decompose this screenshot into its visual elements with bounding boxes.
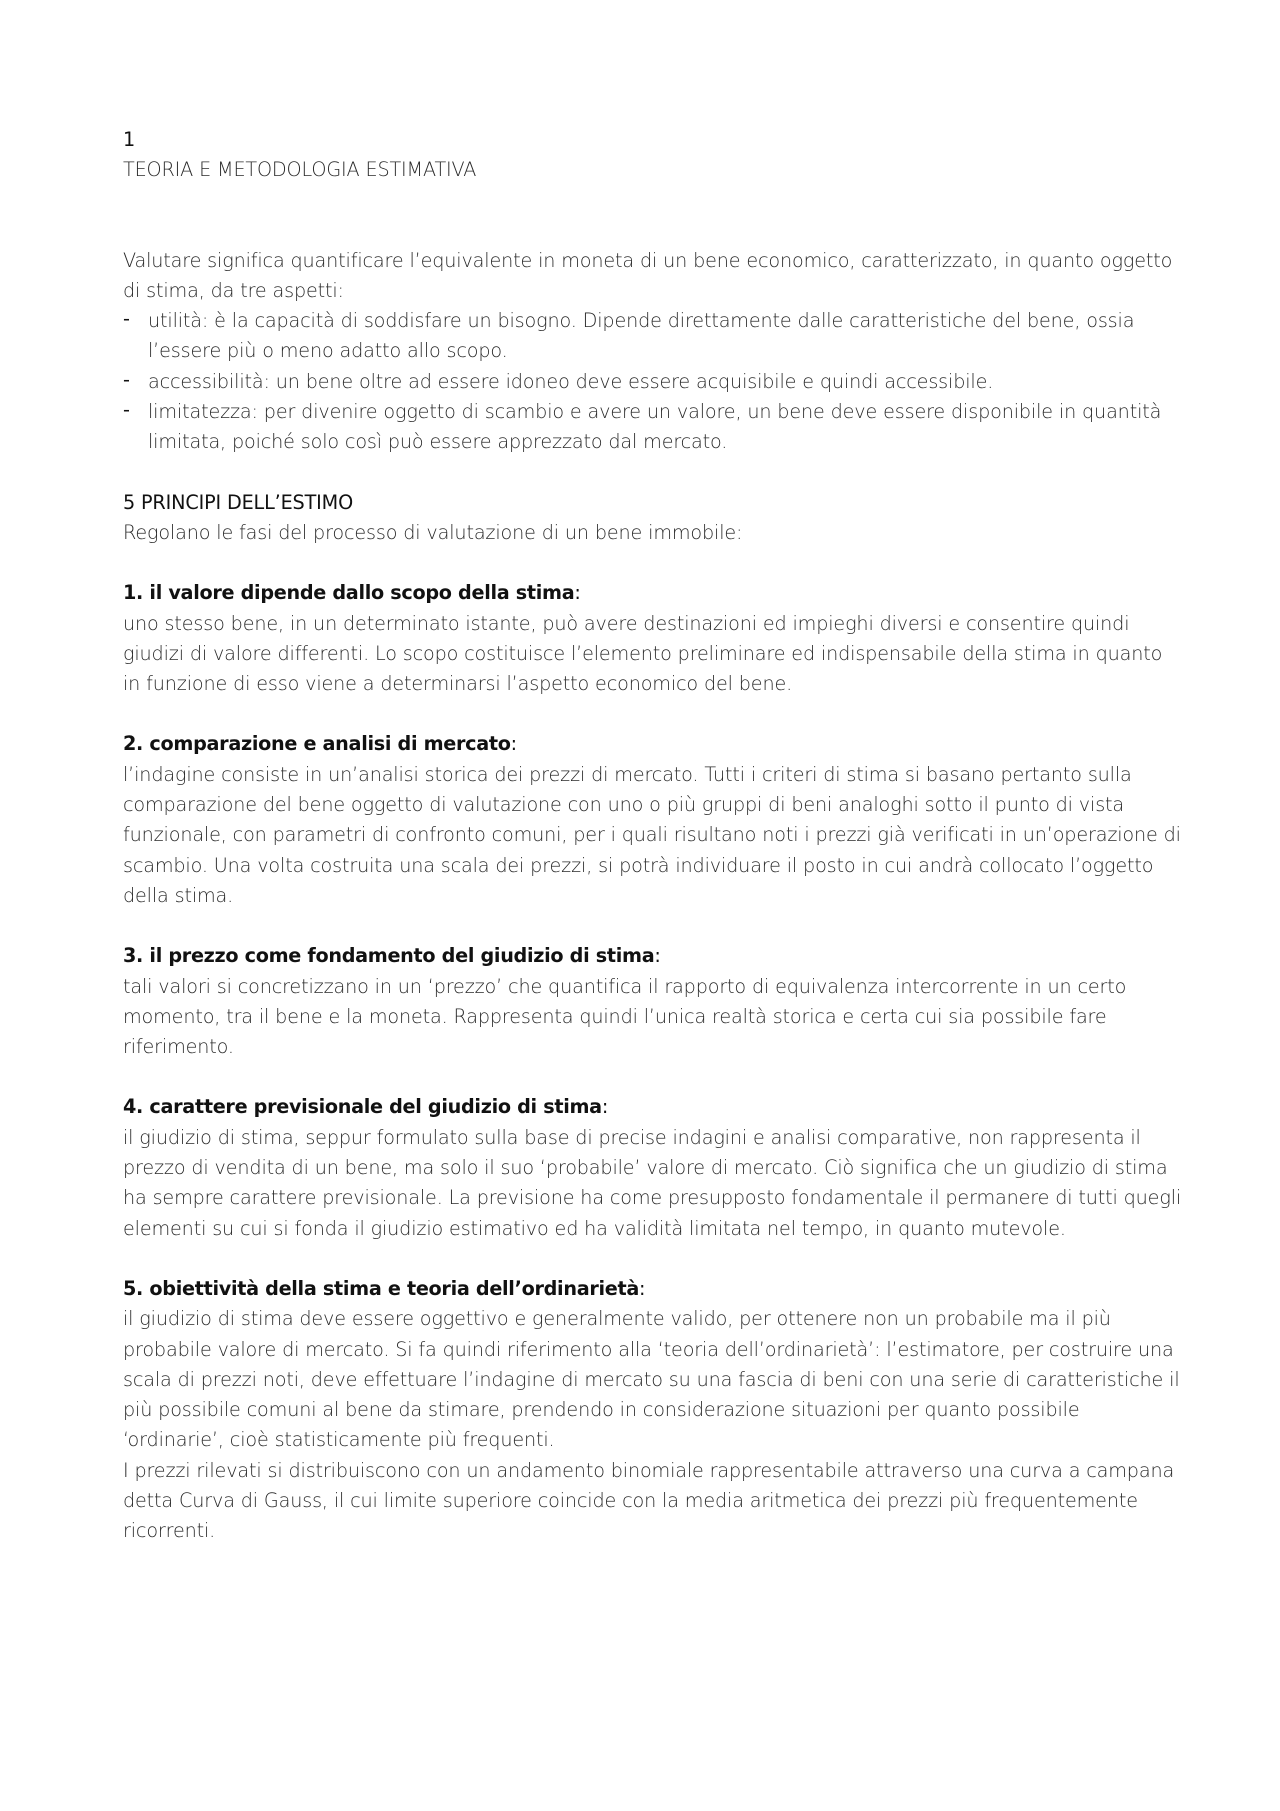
spacer: [123, 548, 1183, 578]
principle-block: [123, 1092, 1183, 1243]
principle-title-text: 1. il valore dipende dallo scopo della stima: [123, 581, 575, 605]
principle-title: [123, 941, 1183, 971]
list-item-text: limitatezza: per divenire oggetto di scambio e avere un valore, un bene deve essere disponibile in quantità limitata, poiché solo così può essere apprezzato dal mercato.: [148, 400, 1162, 454]
spacer: [123, 458, 1183, 488]
principle-title-suffix: :: [654, 944, 661, 968]
dash-bullet-icon: -: [123, 307, 130, 331]
spacer: [123, 699, 1183, 729]
principle-title-suffix: :: [601, 1095, 609, 1119]
section-heading: 5 PRINCIPI DELL’ESTIMO: [123, 490, 354, 514]
principle-title-suffix: :: [510, 732, 517, 756]
principle-block: [123, 729, 1183, 911]
section-subheading: Regolano le fasi del processo di valutazione di un bene immobile:: [123, 520, 743, 544]
document-page: [123, 125, 1183, 1547]
principle-title-text: 4. carattere previsionale del giudizio di stima: [123, 1095, 602, 1119]
list-item-text: utilità: è la capacità di soddisfare un bisogno. Dipende direttamente dalle caratteristiche del bene, ossia l’essere più o meno adatto allo scopo.: [148, 309, 1135, 363]
spacer: [123, 1062, 1183, 1092]
intro-paragraph: Valutare significa quantificare l’equivalente in moneta di un bene economico, caratterizzato, in quanto oggetto di stima, da tre aspetti:: [123, 248, 1173, 302]
aspects-list: [123, 306, 1183, 457]
principle-body-continued: I prezzi rilevati si distribuiscono con un andamento binomiale rappresentabile attraverso una curva a campana detta Curva di Gauss, il cui limite superiore coincide con la media aritmetica dei prezzi più frequentemente ricorrenti.: [123, 1458, 1175, 1543]
list-item-text: accessibilità: un bene oltre ad essere idoneo deve essere acquisibile e quindi accessibile.: [148, 369, 994, 393]
dash-bullet-icon: -: [123, 398, 130, 422]
principle-title: [123, 1092, 1183, 1122]
list-item: [123, 367, 1183, 397]
principle-title-text: 2. comparazione e analisi di mercato: [123, 732, 511, 756]
principle-title-suffix: :: [639, 1276, 646, 1300]
principle-body: il giudizio di stima, seppur formulato sulla base di precise indagini e analisi comparative, non rappresenta il prezzo di vendita di un bene, ma solo il suo ‘probabile’ valore di mercato. Ciò significa che un giudizio di stima ha sempre carattere previsionale. La previsione ha come presupposto fondamentale il permanere di tutti quegli elementi su cui si fonda il giudizio estimativo ed ha validità limitata nel tempo, in quanto mutevole.: [123, 1125, 1182, 1240]
spacer: [123, 911, 1183, 941]
principle-title: [123, 578, 1183, 608]
dash-bullet-icon: -: [123, 367, 130, 391]
principle-body: uno stesso bene, in un determinato istante, può avere destinazioni ed impieghi diversi e consentire quindi giudizi di valore differenti. Lo scopo costituisce l’elemento preliminare ed indispensabile della stima in quanto in funzione di esso viene a determinarsi l’aspetto economico del bene.: [123, 611, 1163, 696]
principle-title-text: 5. obiettività della stima e teoria dell’ordinarietà: [123, 1276, 640, 1300]
principle-block: [123, 578, 1183, 699]
principle-body: l’indagine consiste in un’analisi storica dei prezzi di mercato. Tutti i criteri di stima si basano pertanto sulla comparazione del bene oggetto di valutazione con uno o più gruppi di beni analoghi sotto il punto di vista funzionale, con parametri di confronto comuni, per i quali risultano noti i prezzi già verificati in un’operazione di scambio. Una volta costruita una scala dei prezzi, si potrà individuare il posto in cui andrà collocato l’oggetto della stima.: [123, 762, 1181, 907]
list-item: [123, 397, 1183, 458]
principle-title: [123, 1274, 1183, 1304]
spacer: [123, 1244, 1183, 1274]
principle-title-text: 3. il prezzo come fondamento del giudizio di stima: [123, 944, 655, 968]
chapter-title: TEORIA E METODOLOGIA ESTIMATIVA: [123, 158, 477, 182]
principle-body: tali valori si concretizzano in un ‘prezzo’ che quantifica il rapporto di equivalenza intercorrente in un certo momento, tra il bene e la moneta. Rappresenta quindi l’unica realtà storica e certa cui sia possibile fare riferimento.: [123, 974, 1127, 1059]
principle-title: [123, 729, 1183, 759]
principle-block: [123, 1274, 1183, 1547]
chapter-number: 1: [123, 128, 136, 151]
spacer: [123, 186, 1183, 246]
principle-title-suffix: :: [574, 581, 581, 605]
principle-block: [123, 941, 1183, 1062]
principle-body: il giudizio di stima deve essere oggettivo e generalmente valido, per ottenere non un probabile ma il più probabile valore di mercato. Si fa quindi riferimento alla ‘teoria dell’ordinarietà’: l’estimatore, per costruire una scala di prezzi noti, deve effettuare l’indagine di mercato su una fascia di beni con una serie di caratteristiche il più possibile comuni al bene da stimare, prendendo in considerazione situazioni per quanto possibile ‘ordinarie’, cioè statisticamente più frequenti.: [123, 1307, 1180, 1452]
list-item: [123, 306, 1183, 367]
